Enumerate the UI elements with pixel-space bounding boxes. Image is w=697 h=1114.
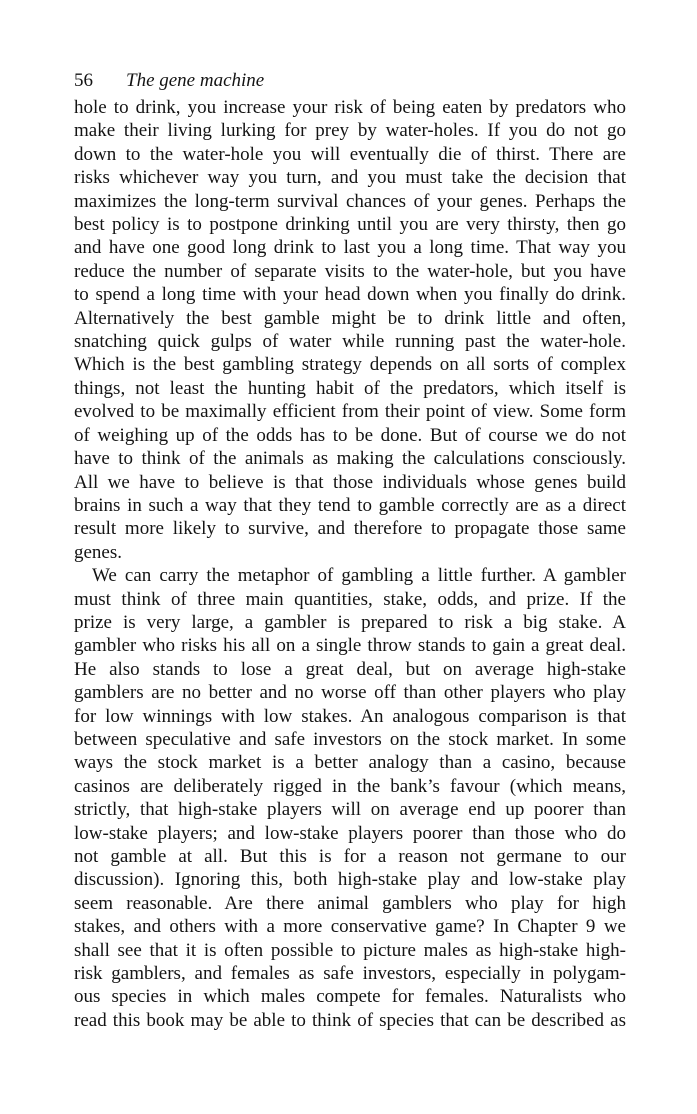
book-page [74, 66, 626, 1032]
text-line: to spend a long time with your head down when you finally do drink. [74, 284, 626, 306]
text-line: must think of three main quantities, stake, odds, and prize. If the [74, 588, 626, 610]
text-line: between speculative and safe investors on the stock market. In some [74, 728, 626, 750]
text-line: evolved to be maximally efficient from their point of view. Some form [74, 401, 626, 423]
text-line: hole to drink, you increase your risk of being eaten by predators who [74, 97, 626, 118]
text-line: low-stake players; and low-stake players poorer than those who do [74, 822, 626, 844]
text-line: best policy is to postpone drinking until you are very thirsty, then go [74, 214, 626, 236]
text-line: genes. [74, 541, 123, 563]
paragraph [74, 96, 626, 564]
text-line: reduce the number of separate visits to the water-hole, but you have [74, 260, 626, 282]
text-line: He also stands to lose a great deal, but on average high-stake [74, 658, 626, 680]
text-line: discussion). Ignoring this, both high-stake play and low-stake play [74, 869, 626, 891]
text-line: ways the stock market is a better analogy than a casino, because [74, 752, 626, 774]
text-line: things, not least the hunting habit of the predators, which itself is [74, 377, 626, 399]
running-title: The gene machine [126, 70, 265, 91]
text-line: result more likely to survive, and therefore to propagate those same [74, 518, 626, 540]
text-line: gamblers are no better and no worse off than other players who play [74, 682, 626, 704]
text-line: of weighing up of the odds has to be done. But of course we do not [74, 424, 626, 446]
text-line: have to think of the animals as making the calculations consciously. [74, 448, 626, 470]
text-line: stakes, and others with a more conservative game? In Chapter 9 we [74, 916, 626, 938]
text-line: make their living lurking for prey by water-holes. If you do not go [74, 120, 626, 142]
text-line: snatching quick gulps of water while running past the water-hole. [74, 331, 626, 353]
text-line: read this book may be able to think of species that can be described as [74, 1009, 626, 1031]
text-line: Alternatively the best gamble might be to drink little and often, [74, 307, 626, 329]
text-line: seem reasonable. Are there animal gamblers who play for high [74, 892, 626, 914]
text-line: prize is very large, a gambler is prepared to risk a big stake. A [74, 611, 626, 633]
text-line: shall see that it is often possible to picture males as high-stake high- [74, 939, 626, 961]
body-text [74, 96, 626, 1032]
text-line: brains in such a way that they tend to gamble correctly are as a direct [74, 494, 626, 516]
text-line: We can carry the metaphor of gambling a little further. A gambler [92, 565, 626, 587]
running-head [74, 66, 626, 96]
text-line: All we have to believe is that those individuals whose genes build [74, 471, 626, 493]
page-number: 56 [74, 70, 93, 91]
text-line: strictly, that high-stake players will on average end up poorer than [74, 799, 626, 821]
text-line: and have one good long drink to last you a long time. That way you [74, 237, 626, 259]
text-line: Which is the best gambling strategy depends on all sorts of complex [74, 354, 626, 376]
text-line: ous species in which males compete for females. Naturalists who [74, 986, 626, 1008]
text-line: casinos are deliberately rigged in the bank’s favour (which means, [74, 775, 626, 797]
text-line: risk gamblers, and females as safe investors, especially in polygam- [74, 963, 626, 985]
text-line: for low winnings with low stakes. An analogous comparison is that [74, 705, 626, 727]
text-line: risks whichever way you turn, and you must take the decision that [74, 167, 626, 189]
text-line: down to the water-hole you will eventually die of thirst. There are [74, 143, 626, 165]
text-line: not gamble at all. But this is for a reason not germane to our [74, 846, 626, 867]
text-line: maximizes the long-term survival chances of your genes. Perhaps the [74, 190, 626, 212]
text-line: gambler who risks his all on a single throw stands to gain a great deal. [74, 635, 626, 657]
paragraph [74, 564, 626, 1032]
